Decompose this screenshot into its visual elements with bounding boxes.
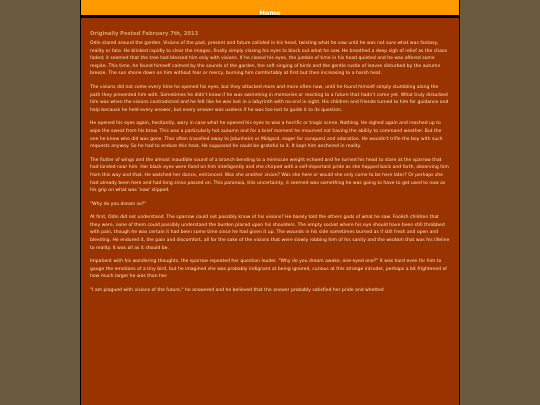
home-link[interactable]: Home: [259, 9, 281, 17]
post-paragraph: "I am plagued with visions of the future," he answered and he believed that the answer probably satisfied her pride and whetted: [90, 288, 384, 294]
post-paragraph: He opened his eyes again, hesitantly, wary in case what he opened his eyes to was a horrific or tragic scene. Nothing. He sighed again and reached up to wipe the sweat from his brow. This was a particularly hot autumn and for a brief moment he mourned not having the ability to command weather. But the one he knew who did was gone. Thor often travelled away to Jotunheim or Midgard, eager for conquest and adoration. He wouldn't trifle the boy with such requests anyway. So he had to endure this heat. He supposed he could be grateful to it. It kept him anchored in reality.: [90, 121, 443, 150]
top-nav-bar: [80, 0, 460, 16]
post-paragraph: The flutter of wings and the almost inaudible sound of a branch bending to a miniscule weight echoed and he turned his head to stare at the sparrow that had landed near him. Her black eyes were fixed on him intelligently and she chirped with a self-important pride as she hopped back and forth, observing him from this way and that. He watched her dance, entranced. Was she another vision? Was she here or would she only come to be here later? Or perhaps she had already been here and had long since passed on. This paranoia, this uncertainty, it seemed was something he was going to have to get used to now as his grip on what was 'now' slipped.: [90, 157, 449, 194]
post-paragraph: Impatient with his wandering thoughts, the sparrow repeated her question louder. "Why do you dream awake, one-eyed one?" It was hard even for him to gauge the emotions of a tiny bird, but he imagined she was probably indignant at being ignored, curious at this strange intruder, perhaps a bit frightened of how much larger he was than her.: [90, 259, 447, 280]
post-paragraph: Odin stared around the garden. Visions of the past, present and future collided in his head, twisting what he saw until he was not sure what was fantasy, reality or fate. He blinked rapidly to clear the images, finally simply closing his eyes to block out what he saw. He breathed a deep sigh of relief as the chaos faded; it seemed that the tree had blessed him only with visions. If he closed his eyes, the jumble of time in his head quieted and he was offered some respite. This time, he found himself calmed by the sounds of the garden, the soft singing of birds and the gentle rustle of leaves disturbed by the autumn breeze. The sun shone down on him without fear or mercy, burning him comfortably at first but then increasing to a harsh heat.: [90, 41, 448, 77]
page-wrapper: [80, 0, 460, 405]
posted-date: Originally Posted February 7th, 2013: [90, 31, 199, 37]
post-content: [80, 18, 460, 405]
post-paragraph: "Why do you dream so?": [90, 201, 147, 207]
post-paragraph: The visions did not come every time he opened his eyes, but they attacked more and more often now, until he found himself simply stumbling along the path they presented him with. Sometimes he didn't know if he was swimming in memories or reacting to a future that hadn't come yet. What truly disturbed him was when the visions contradicted and he felt like he was lost in a labyrinth with no end in sight. His children and friends turned to him for guidance and help because he held every answer, but every answer was useless if he was too lost to guide it to its question.: [90, 84, 449, 113]
post-paragraph: At first, Odin did not understand. The sparrow could not possibly know of his visions? He barely told the others gods of what he saw. Foolish children that they were, none of them could possibly understand the burden placed upon his shoulders. The empty socket where his eye should have been still throbbed with pain, though he was certain it had been some time since he had given it up. The wounds in his side sometimes burned as if still fresh and open and bleeding. He endured it, the pain and discomfort, all for the sake of the visions that were slowly robbing him of his sanity and the wisdom that was his lifeline to reality. It was all as it should be.: [90, 215, 450, 251]
